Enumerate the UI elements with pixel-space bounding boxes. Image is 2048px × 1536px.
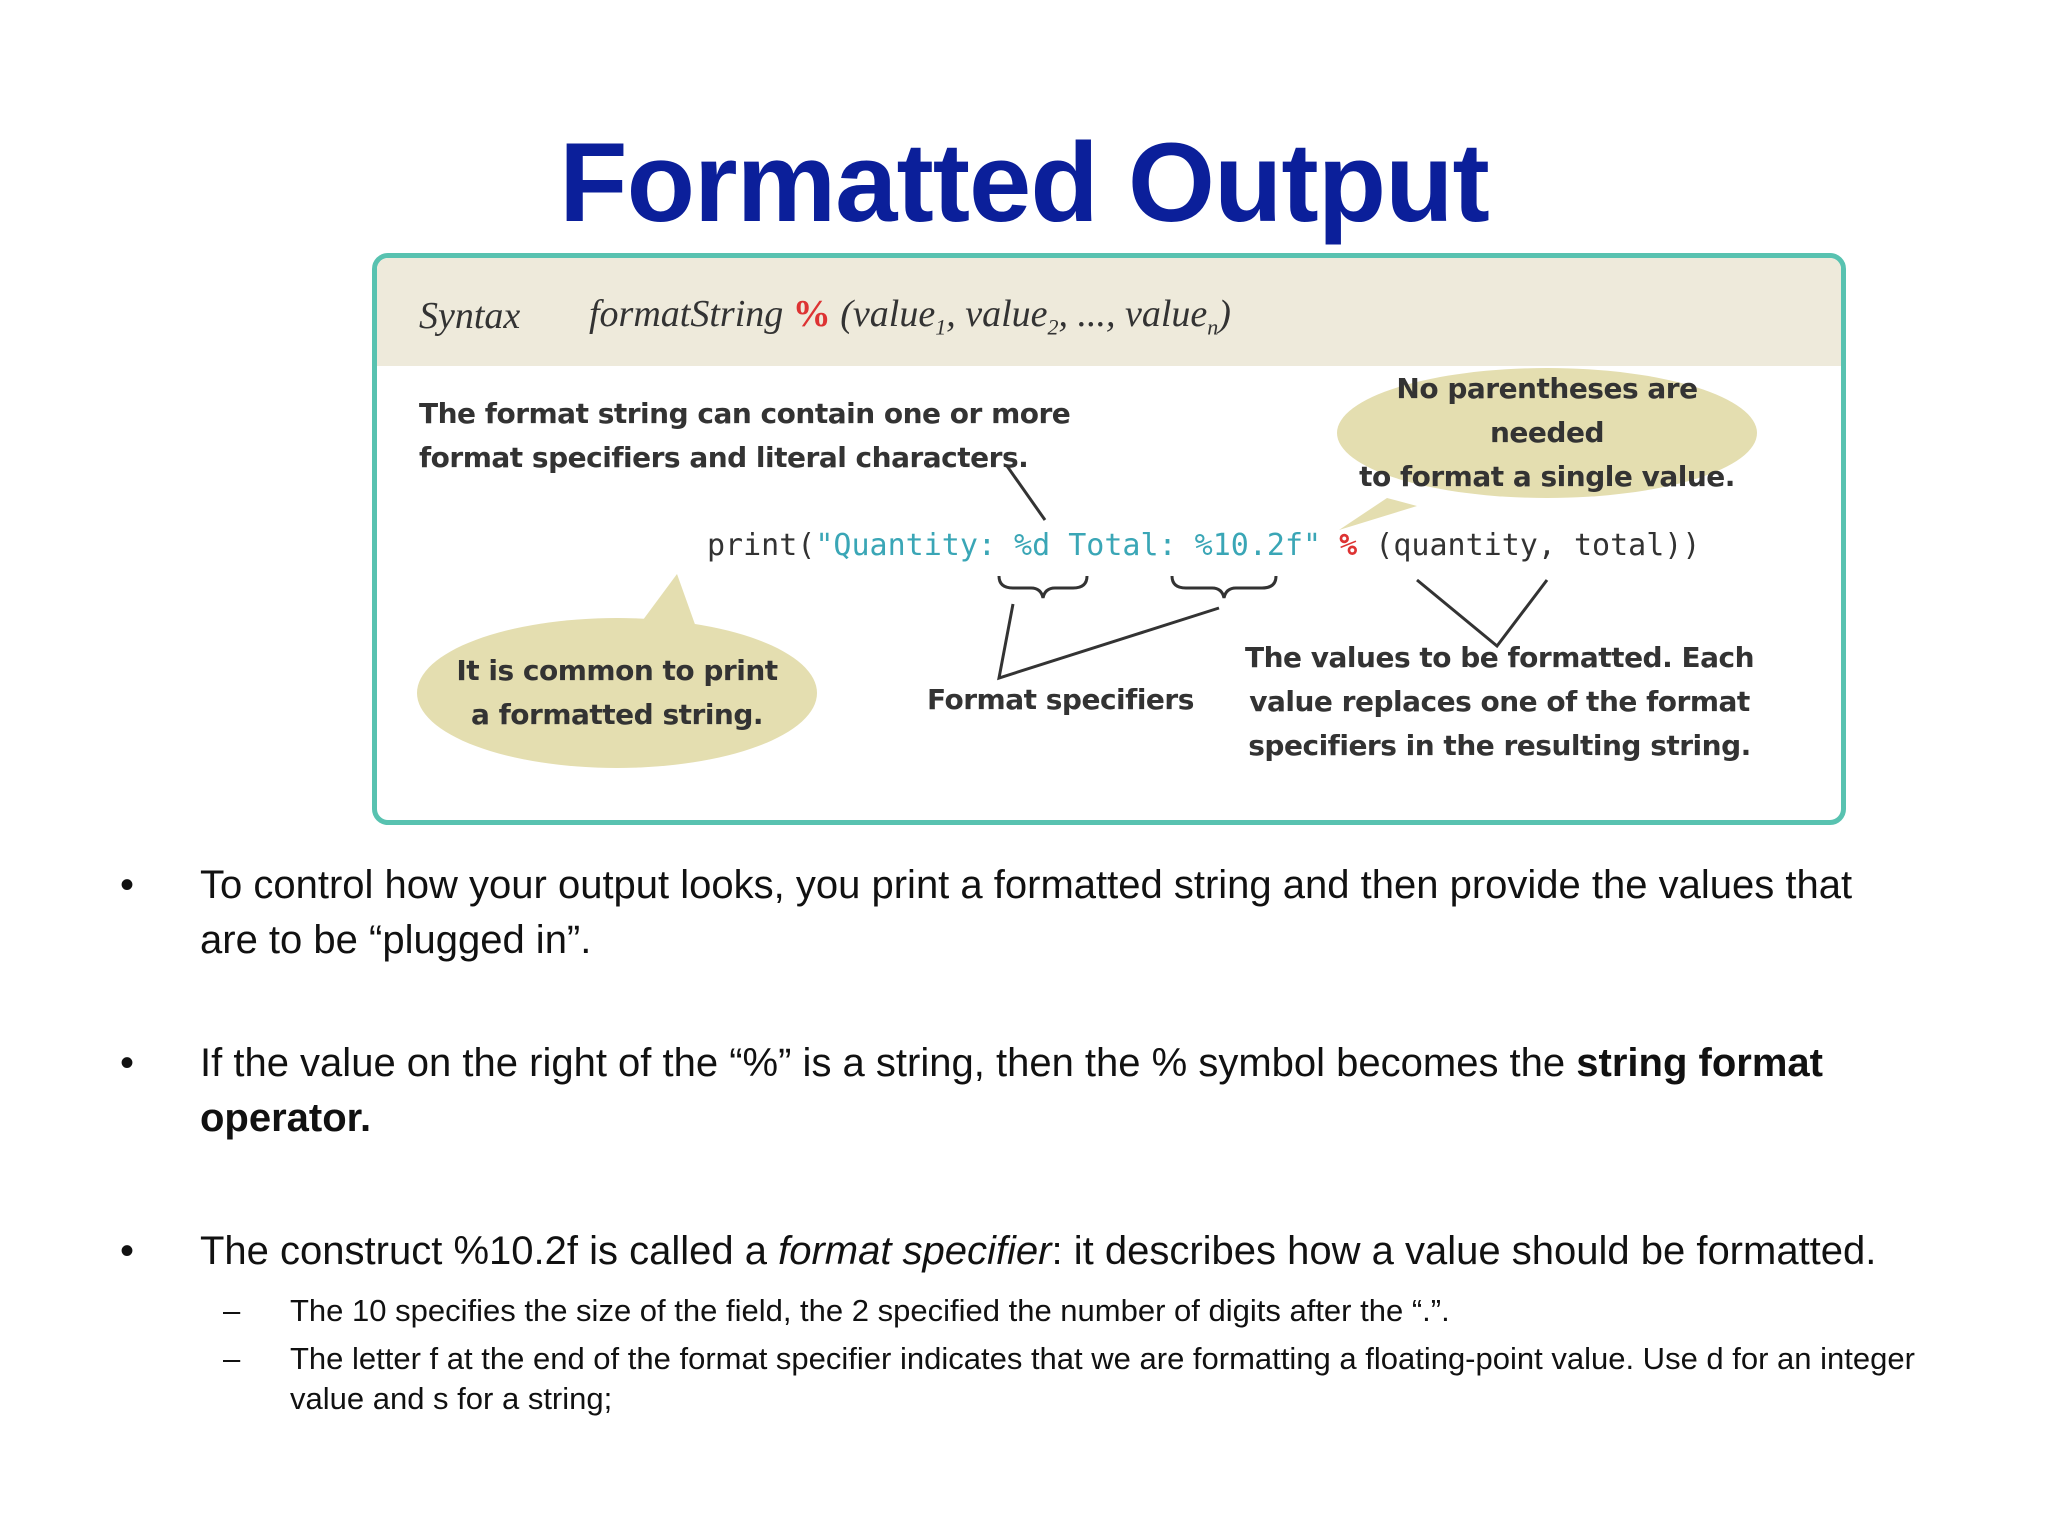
bullet-text: To control how your output looks, you print a formatted string and then provide the values that are to be “plugged in”. xyxy=(200,863,1853,962)
bullet-dot: • xyxy=(120,1229,135,1273)
code-format-string: "Quantity: %d Total: %10.2f" xyxy=(815,528,1322,563)
values-pointer xyxy=(1417,580,1547,646)
sub-bullet-dash: – xyxy=(223,1293,241,1328)
sub-bullet-item xyxy=(120,1339,1920,1419)
bullet-list xyxy=(120,858,1920,1419)
bubble-tail xyxy=(637,574,697,630)
syntax-sub-2: 2 xyxy=(1047,314,1059,340)
sub-bullet-text: The letter f at the end of the format specifier indicates that we are formatting a floating-point value. Use d for an integer value and s for a string; xyxy=(290,1341,1915,1416)
pointer-line xyxy=(1007,466,1045,520)
slide-title: Formatted Output xyxy=(559,120,1489,245)
no-parentheses-note-line: to format a single value. xyxy=(1359,460,1735,493)
specifier-pointer xyxy=(999,604,1219,678)
bullet-italic-text: format specifier xyxy=(778,1229,1052,1273)
specifier-brace xyxy=(999,576,1087,598)
format-string-note-line: format specifiers and literal characters. xyxy=(419,441,1029,474)
syntax-value-n: value xyxy=(1125,293,1208,335)
format-specifiers-note: Format specifiers xyxy=(927,683,1194,716)
annotation-lines xyxy=(377,258,1841,820)
syntax-format-string: formatString xyxy=(589,293,784,335)
sub-bullet-dash: – xyxy=(223,1341,241,1376)
syntax-sub-n: n xyxy=(1207,314,1219,340)
code-operator: % xyxy=(1339,528,1358,563)
bullet-text: The construct %10.2f is called a xyxy=(200,1229,779,1273)
sub-bullet-item xyxy=(120,1291,1920,1331)
syntax-operator: % xyxy=(792,293,831,335)
code-print: print( xyxy=(707,528,816,563)
format-string-note-line: The format string can contain one or more xyxy=(419,397,1071,430)
syntax-label: Syntax xyxy=(419,295,521,337)
values-note-line: The values to be formatted. Each xyxy=(1245,641,1755,674)
specifier-brace xyxy=(1172,576,1276,598)
syntax-value-1: value xyxy=(852,293,936,335)
syntax-expression: formatString % (value$_1$, value$_2$, ..., value$_n$) xyxy=(589,293,1231,340)
sub-bullet-text: The 10 specifies the size of the field, the 2 specified the number of digits after the “.”. xyxy=(290,1293,1450,1328)
syntax-value-2: value xyxy=(965,293,1048,335)
syntax-figure xyxy=(372,253,1846,825)
bullet-text: : it describes how a value should be formatted. xyxy=(1051,1229,1877,1273)
bullet-item xyxy=(120,858,1920,968)
syntax-ellipsis: ... xyxy=(1077,293,1106,335)
bullet-dot: • xyxy=(120,863,135,907)
syntax-sub-1: 1 xyxy=(935,314,947,340)
bullet-item xyxy=(120,1036,1920,1146)
values-note-line: specifiers in the resulting string. xyxy=(1248,729,1751,762)
bullet-bold-text: string format operator. xyxy=(200,1041,1823,1140)
bullet-text: If the value on the right of the “%” is a string, then the % symbol becomes the xyxy=(200,1041,1577,1085)
common-print-note-line: a formatted string. xyxy=(470,698,764,731)
bubble-tail xyxy=(1339,498,1417,530)
bullet-dot: • xyxy=(120,1041,135,1085)
code-args: (quantity, total)) xyxy=(1375,528,1701,563)
values-note-line: value replaces one of the format xyxy=(1249,685,1750,718)
common-print-note-line: It is common to print xyxy=(456,654,778,687)
bullet-item xyxy=(120,1224,1920,1279)
no-parentheses-note-line: No parentheses are needed xyxy=(1396,372,1698,449)
